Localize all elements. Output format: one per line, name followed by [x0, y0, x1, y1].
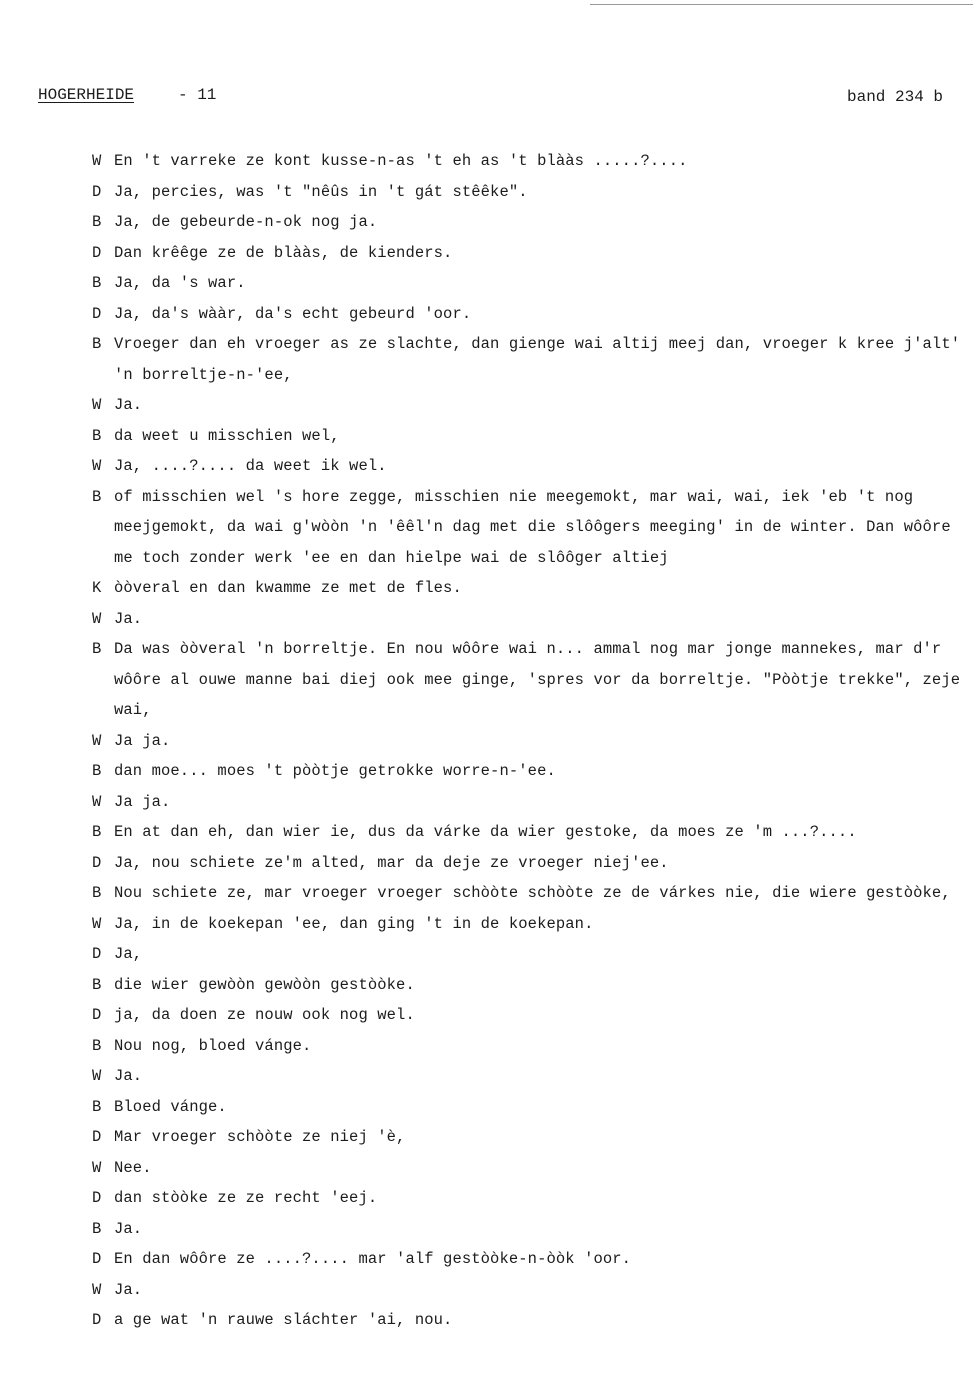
speaker-label: B	[92, 1097, 102, 1116]
transcript-turn	[92, 573, 962, 604]
speaker-label: B	[92, 975, 102, 994]
speaker-label: D	[92, 1250, 102, 1268]
utterance-text: dan moe... moes 't pòòtje getrokke worre-n-'ee.	[114, 762, 556, 780]
speaker-label: W	[92, 914, 102, 933]
speaker-label: B	[92, 823, 102, 841]
utterance-text: Ja.	[114, 1280, 143, 1299]
speaker-label: D	[92, 1006, 102, 1024]
speaker-label: B	[92, 335, 102, 353]
transcript-turn	[92, 482, 962, 574]
transcript-turn	[92, 1244, 962, 1275]
transcript-turn	[92, 1183, 962, 1214]
transcript-turn	[92, 1305, 962, 1336]
speaker-label: B	[92, 1036, 102, 1055]
transcript-turn	[92, 268, 962, 299]
speaker-label: D	[92, 304, 102, 323]
transcript-turn	[92, 451, 962, 482]
utterance-text: ja, da doen ze nouw ook nog wel.	[114, 1006, 415, 1024]
speaker-label: W	[92, 1158, 102, 1177]
transcript-turn	[92, 1061, 962, 1092]
transcript	[92, 146, 970, 1336]
speaker-label: K	[92, 579, 102, 597]
speaker-label: W	[92, 1067, 102, 1085]
utterance-text: Nou schiete ze, mar vroeger vroeger schòòte schòòte ze de várkes nie, die wiere gestòòke,	[114, 884, 951, 902]
speaker-label: D	[92, 1189, 102, 1207]
transcript-turn	[92, 1122, 962, 1153]
utterance-text: òòveral en dan kwamme ze met de fles.	[114, 579, 462, 597]
transcript-turn	[92, 207, 962, 238]
top-edge-rule	[590, 4, 973, 5]
transcript-turn	[92, 299, 962, 330]
utterance-text: Bloed vánge.	[114, 1097, 227, 1116]
transcript-turn	[92, 329, 970, 390]
speaker-label: B	[92, 426, 102, 445]
speaker-label: W	[92, 1280, 102, 1299]
transcript-turn	[92, 1153, 962, 1184]
speaker-label: B	[92, 640, 102, 658]
speaker-label: B	[92, 213, 102, 231]
utterance-text: Nee.	[114, 1158, 152, 1177]
utterance-text: Mar vroeger schòòte ze niej 'è,	[114, 1128, 406, 1146]
utterance-text: Ja,	[114, 945, 143, 963]
utterance-text: Ja.	[114, 609, 143, 628]
page-number: - 11	[178, 86, 217, 104]
utterance-text: Ja, da's wààr, da's echt gebeurd 'oor.	[114, 304, 472, 323]
tape-reference: band 234 b	[846, 88, 943, 106]
transcript-turn	[92, 604, 962, 635]
transcript-turn	[92, 421, 962, 452]
utterance-text: Ja.	[114, 1067, 143, 1085]
transcript-turn	[92, 390, 962, 421]
utterance-text: a ge wat 'n rauwe sláchter 'ai, nou.	[114, 1311, 453, 1329]
transcript-turn	[92, 146, 962, 177]
utterance-text: Nou nog, bloed vánge.	[114, 1036, 312, 1055]
speaker-label: D	[92, 945, 102, 963]
speaker-label: B	[92, 1219, 102, 1238]
transcript-turn	[92, 1000, 962, 1031]
speaker-label: D	[92, 1128, 102, 1146]
speaker-label: W	[92, 152, 102, 170]
speaker-label: D	[92, 853, 102, 872]
speaker-label: W	[92, 457, 102, 475]
speaker-label: B	[92, 884, 102, 902]
transcript-turn	[92, 939, 962, 970]
transcript-turn	[92, 1092, 962, 1123]
utterance-text: En dan wôôre ze ....?.... mar 'alf gestòòke-n-òòk 'oor.	[114, 1250, 632, 1268]
transcript-turn	[92, 1031, 962, 1062]
utterance-text: Da was òòveral 'n borreltje. En nou wôôre wai n... ammal nog mar jonge mannekes, mar d'r wôôre al ouwe manne bai diej ook mee ginge, 'spres vor da borreltje. "Pòòtje trekke", zeje wai,	[114, 640, 970, 719]
utterance-text: Dan krêêge ze de blààs, de kienders.	[114, 243, 453, 262]
speaker-label: W	[92, 396, 102, 414]
utterance-text: Ja.	[114, 1219, 143, 1238]
utterance-text: Ja, percies, was 't "nêûs in 't gát stêêke".	[114, 182, 528, 201]
utterance-text: Ja, da 's war.	[114, 274, 246, 292]
utterance-text: da weet u misschien wel,	[114, 426, 340, 445]
speaker-label: B	[92, 274, 102, 292]
transcript-turn	[92, 1275, 962, 1306]
transcript-turn	[92, 1214, 962, 1245]
speaker-label: B	[92, 487, 102, 506]
transcript-turn	[92, 238, 962, 269]
utterance-text: Ja.	[114, 396, 143, 414]
transcript-turn	[92, 634, 970, 726]
transcript-turn	[92, 177, 962, 208]
utterance-text: Ja, nou schiete ze'm alted, mar da deje ze vroeger niej'ee.	[114, 853, 669, 872]
transcript-turn	[92, 878, 962, 909]
transcript-turn	[92, 726, 962, 757]
speaker-label: D	[92, 1311, 102, 1329]
utterance-text: die wier gewòòn gewòòn gestòòke.	[114, 975, 415, 994]
utterance-text: Ja, in de koekepan 'ee, dan ging 't in de koekepan.	[114, 914, 594, 933]
speaker-label: B	[92, 762, 102, 780]
utterance-text: Ja, ....?.... da weet ik wel.	[114, 457, 387, 475]
speaker-label: W	[92, 792, 102, 811]
speaker-label: D	[92, 182, 102, 201]
transcript-turn	[92, 787, 962, 818]
utterance-text: Ja, de gebeurde-n-ok nog ja.	[114, 213, 378, 231]
speaker-label: D	[92, 243, 102, 262]
utterance-text: Vroeger dan eh vroeger as ze slachte, dan gienge wai altij meej dan, vroeger k kree j'alt' 'n borreltje-n-'ee,	[114, 335, 970, 384]
transcript-turn	[92, 756, 962, 787]
transcript-turn	[92, 817, 962, 848]
utterance-text: En 't varreke ze kont kusse-n-as 't eh as 't blààs .....?....	[114, 152, 688, 170]
page-header	[38, 86, 943, 110]
utterance-text: of misschien wel 's hore zegge, misschien nie meegemokt, mar wai, wai, iek 'eb 't nog meejgemokt, da wai g'wòòn 'n 'êêl'n dag met die slôôgers meeging' in de winter. Dan wôôre me toch zonder werk 'ee en dan hielpe wai de slôôger altiej	[114, 487, 961, 567]
transcript-turn	[92, 848, 962, 879]
transcript-turn	[92, 909, 962, 940]
document-title: HOGERHEIDE	[38, 86, 135, 104]
utterance-text: Ja ja.	[114, 792, 171, 811]
utterance-text: En at dan eh, dan wier ie, dus da várke da wier gestoke, da moes ze 'm ...?....	[114, 823, 857, 841]
transcript-turn	[92, 970, 962, 1001]
utterance-text: dan stòòke ze ze recht 'eej.	[114, 1189, 378, 1207]
speaker-label: W	[92, 731, 102, 750]
speaker-label: W	[92, 609, 102, 628]
utterance-text: Ja ja.	[114, 731, 171, 750]
